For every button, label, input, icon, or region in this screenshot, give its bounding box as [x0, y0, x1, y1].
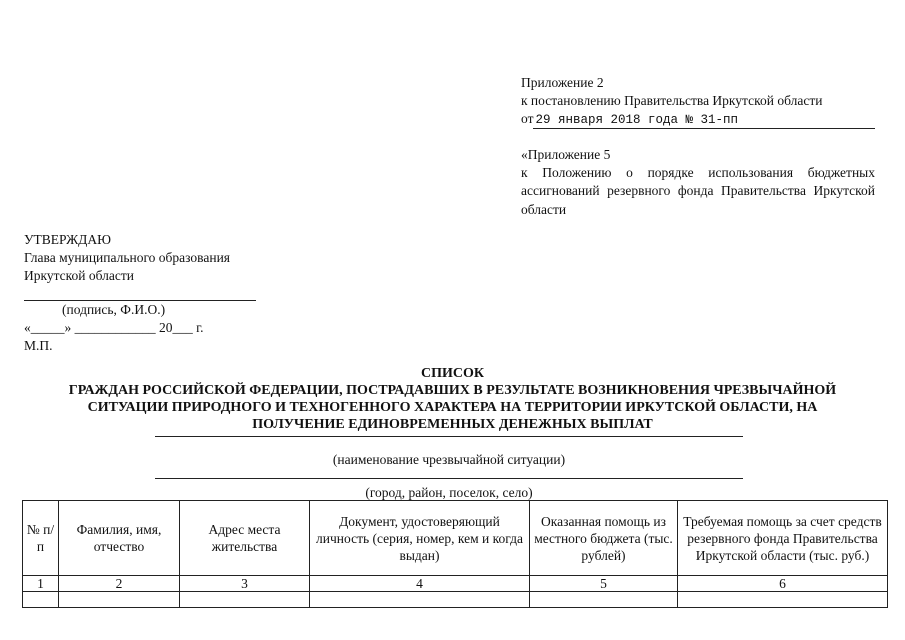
appendix-date-number: 29 января 2018 года № 31-пп: [533, 113, 875, 129]
column-header-local-aid: Оказанная помощь из местного бюджета (тыс. рублей): [530, 501, 678, 576]
locality-fill-line: [155, 478, 743, 479]
column-number-cell: 2: [59, 576, 180, 592]
appendix-block: [521, 74, 875, 129]
column-header-address: Адрес места жительства: [180, 501, 310, 576]
table-cell: [530, 592, 678, 608]
appendix-5-text: к Положению о порядке использования бюджетных ассигнований резервного фонда Правительства Иркутской области: [521, 165, 875, 217]
table-cell: [180, 592, 310, 608]
column-header-required-aid: Требуемая помощь за счет средств резервного фонда Правительства Иркутской области (тыс. руб.): [678, 501, 888, 576]
table-header-row: [23, 501, 888, 576]
approval-region: Иркутской области: [24, 268, 135, 284]
table-row-column-numbers: [23, 576, 888, 592]
table-row-empty: [23, 592, 888, 608]
appendix-5-title: «Приложение 5: [521, 147, 611, 162]
appendix-title: Приложение 2: [521, 75, 604, 90]
heading-line-2: ГРАЖДАН РОССИЙСКОЙ ФЕДЕРАЦИИ, ПОСТРАДАВШИХ В РЕЗУЛЬТАТЕ ВОЗНИКНОВЕНИЯ ЧРЕЗВЫЧАЙНОЙ: [68, 383, 837, 398]
column-number-cell: 4: [310, 576, 530, 592]
locality-caption: (город, район, поселок, село): [365, 485, 533, 500]
heading-line-4: ПОЛУЧЕНИЕ ЕДИНОВРЕМЕННЫХ ДЕНЕЖНЫХ ВЫПЛАТ: [252, 417, 653, 432]
column-number-cell: 6: [678, 576, 888, 592]
appendix-from-prefix: от: [521, 111, 534, 127]
table-cell: [23, 592, 59, 608]
approval-block: [24, 231, 284, 355]
appendix-resolution: к постановлению Правительства Иркутской области: [521, 93, 823, 109]
document-heading: [20, 365, 885, 433]
emergency-caption: (наименование чрезвычайной ситуации): [332, 452, 566, 467]
signature-line: [24, 286, 256, 301]
heading-line-1: СПИСОК: [420, 366, 485, 381]
column-number-cell: 1: [23, 576, 59, 592]
table-cell: [59, 592, 180, 608]
approval-position: Глава муниципального образования: [24, 250, 231, 266]
approval-date-template: «_____» ____________ 20___ г.: [24, 319, 204, 335]
approval-title: УТВЕРЖДАЮ: [24, 232, 112, 247]
citizens-list-table: [22, 500, 888, 608]
column-header-id-document: Документ, удостоверяющий личность (серия, номер, кем и когда выдан): [310, 501, 530, 576]
table-cell: [310, 592, 530, 608]
column-header-number: № п/п: [23, 501, 59, 576]
column-number-cell: 3: [180, 576, 310, 592]
appendix-5-block: [521, 146, 875, 219]
emergency-fill-line: [155, 436, 743, 437]
appendix-date-line: [521, 110, 875, 128]
table-cell: [678, 592, 888, 608]
heading-line-3: СИТУАЦИИ ПРИРОДНОГО И ТЕХНОГЕННОГО ХАРАКТЕРА НА ТЕРРИТОРИИ ИРКУТСКОЙ ОБЛАСТИ, НА: [87, 400, 818, 415]
stamp-label: М.П.: [24, 338, 53, 354]
column-number-cell: 5: [530, 576, 678, 592]
signature-caption: (подпись, Ф.И.О.): [62, 301, 166, 317]
column-header-full-name: Фамилия, имя, отчество: [59, 501, 180, 576]
